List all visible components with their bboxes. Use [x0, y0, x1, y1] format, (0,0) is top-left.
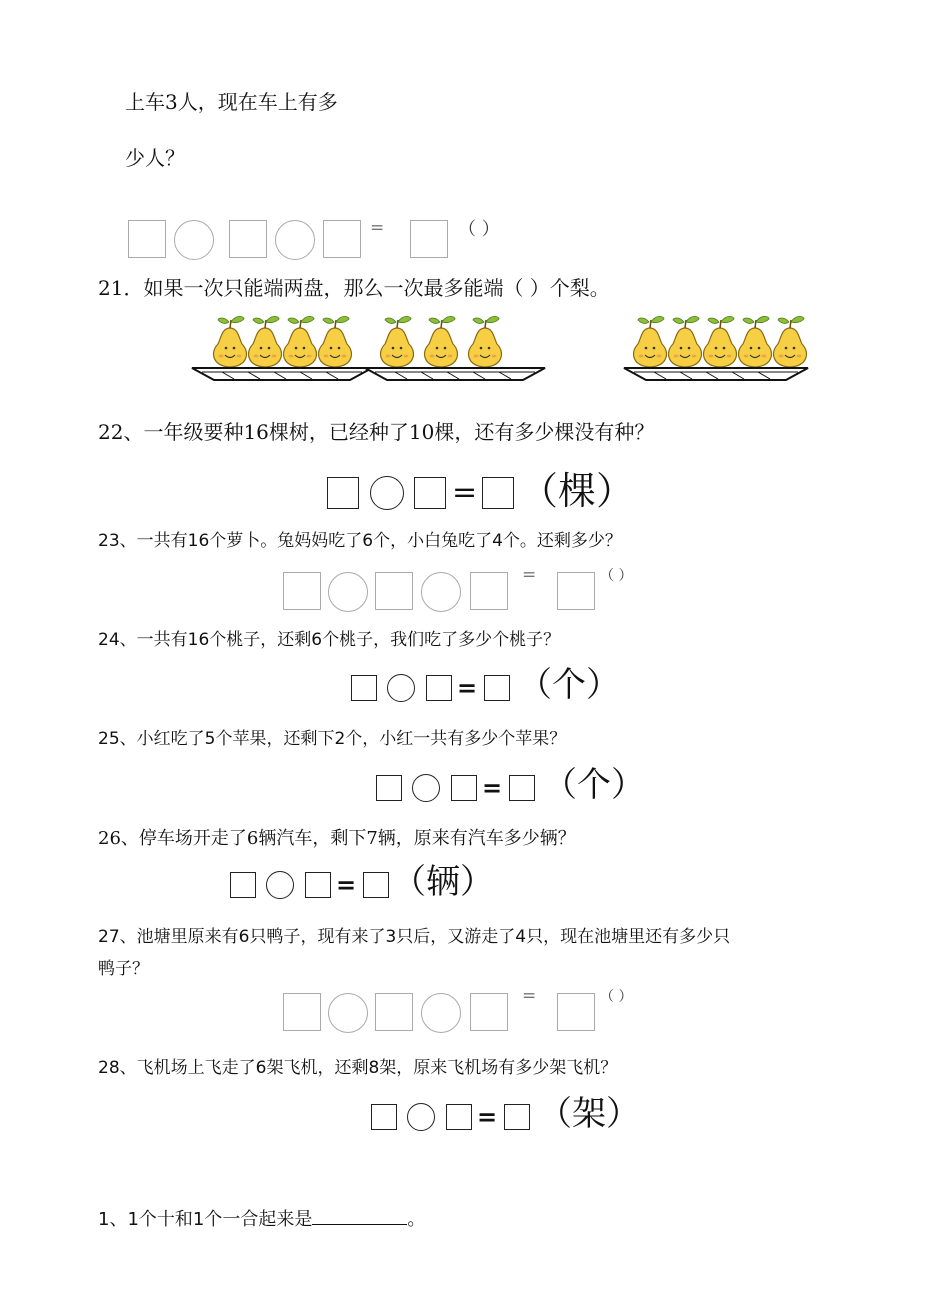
pear-icon — [634, 316, 667, 367]
unit-parentheses: （ ） — [600, 568, 633, 584]
equals-sign: = — [477, 1103, 498, 1131]
equals-sign: = — [522, 565, 537, 585]
q23-text: 23、一共有16个萝卜。兔妈妈吃了6个，小白兔吃了4个。还剩多少？ — [98, 531, 622, 551]
q20-line2: 少人？ — [125, 146, 185, 170]
operator-circle[interactable] — [421, 572, 461, 612]
answer-box[interactable] — [371, 1104, 397, 1130]
operator-circle[interactable] — [407, 1103, 435, 1131]
pear-icon — [319, 316, 352, 367]
plate-of-pears — [624, 316, 808, 380]
operator-circle[interactable] — [275, 220, 315, 260]
answer-box[interactable] — [484, 675, 510, 701]
equals-sign: = — [522, 986, 537, 1006]
equals-sign: = — [370, 218, 385, 238]
plate-of-pears — [192, 316, 372, 380]
equals-sign: = — [336, 871, 357, 899]
q22-text: 22、一年级要种16棵树，已经种了10棵，还有多少棵没有种？ — [98, 420, 655, 444]
equals-sign: = — [452, 475, 478, 510]
answer-box[interactable] — [482, 477, 514, 509]
q25-text: 25、小红吃了5个苹果，还剩下2个，小红一共有多少个苹果？ — [98, 729, 567, 749]
plate-icon — [192, 368, 372, 380]
fill1-end: 。 — [407, 1209, 426, 1230]
answer-box[interactable] — [323, 220, 361, 258]
answer-box[interactable] — [375, 993, 413, 1031]
answer-box[interactable] — [557, 572, 595, 610]
operator-circle[interactable] — [174, 220, 214, 260]
pear-icon — [774, 316, 807, 367]
unit-parentheses: （ ） — [458, 219, 500, 240]
answer-box[interactable] — [128, 220, 166, 258]
operator-circle[interactable] — [328, 993, 368, 1033]
answer-box[interactable] — [376, 775, 402, 801]
plate-icon — [624, 368, 808, 380]
fill1-question — [98, 1206, 425, 1229]
answer-box[interactable] — [363, 872, 389, 898]
pear-icon — [469, 316, 502, 367]
pear-icon — [214, 316, 247, 367]
answer-box[interactable] — [327, 477, 359, 509]
answer-box[interactable] — [230, 872, 256, 898]
unit-label: （个） — [543, 765, 645, 805]
operator-circle[interactable] — [328, 572, 368, 612]
q21-text: 21．如果一次只能端两盘，那么一次最多能端（ ）个梨。 — [98, 276, 610, 300]
pear-icon — [669, 316, 702, 367]
pear-icon — [249, 316, 282, 367]
operator-circle[interactable] — [412, 774, 440, 802]
answer-box[interactable] — [351, 675, 377, 701]
answer-box[interactable] — [451, 775, 477, 801]
q28-text: 28、飞机场上飞走了6架飞机，还剩8架，原来飞机场有多少架飞机？ — [98, 1058, 618, 1078]
answer-box[interactable] — [229, 220, 267, 258]
answer-box[interactable] — [414, 477, 446, 509]
unit-label: （棵） — [520, 469, 635, 513]
pear-illustration — [0, 310, 950, 410]
unit-label: （个） — [518, 665, 620, 705]
q24-text: 24、一共有16个桃子，还剩6个桃子，我们吃了多少个桃子？ — [98, 630, 561, 650]
unit-label: （辆） — [392, 862, 494, 902]
operator-circle[interactable] — [370, 476, 404, 510]
equals-sign: = — [482, 774, 503, 802]
q26-text: 26、停车场开走了6辆汽车，剩下7辆，原来有汽车多少辆？ — [98, 828, 576, 849]
q27-line1: 27、池塘里原来有6只鸭子，现有来了3只后，又游走了4只，现在池塘里还有多少只 — [98, 927, 731, 947]
answer-blank[interactable] — [312, 1206, 407, 1225]
plate-of-pears — [365, 316, 545, 380]
equals-sign: = — [457, 674, 478, 702]
pear-icon — [704, 316, 737, 367]
unit-parentheses: （ ） — [600, 989, 633, 1005]
fill1-text: 1、1个十和1个一合起来是 — [98, 1209, 313, 1230]
answer-box[interactable] — [410, 220, 448, 258]
q20-line1: 上车3人，现在车上有多 — [125, 90, 338, 114]
answer-box[interactable] — [509, 775, 535, 801]
answer-box[interactable] — [375, 572, 413, 610]
answer-box[interactable] — [283, 572, 321, 610]
q27-line2: 鸭子？ — [98, 959, 149, 979]
answer-box[interactable] — [283, 993, 321, 1031]
answer-box[interactable] — [446, 1104, 472, 1130]
answer-box[interactable] — [305, 872, 331, 898]
operator-circle[interactable] — [266, 871, 294, 899]
plate-icon — [365, 368, 545, 380]
pear-icon — [381, 316, 414, 367]
pear-icon — [284, 316, 317, 367]
operator-circle[interactable] — [387, 674, 415, 702]
answer-box[interactable] — [426, 675, 452, 701]
answer-box[interactable] — [504, 1104, 530, 1130]
operator-circle[interactable] — [421, 993, 461, 1033]
answer-box[interactable] — [470, 993, 508, 1031]
answer-box[interactable] — [557, 993, 595, 1031]
pear-icon — [739, 316, 772, 367]
pear-icon — [425, 316, 458, 367]
unit-label: （架） — [538, 1094, 640, 1134]
answer-box[interactable] — [470, 572, 508, 610]
